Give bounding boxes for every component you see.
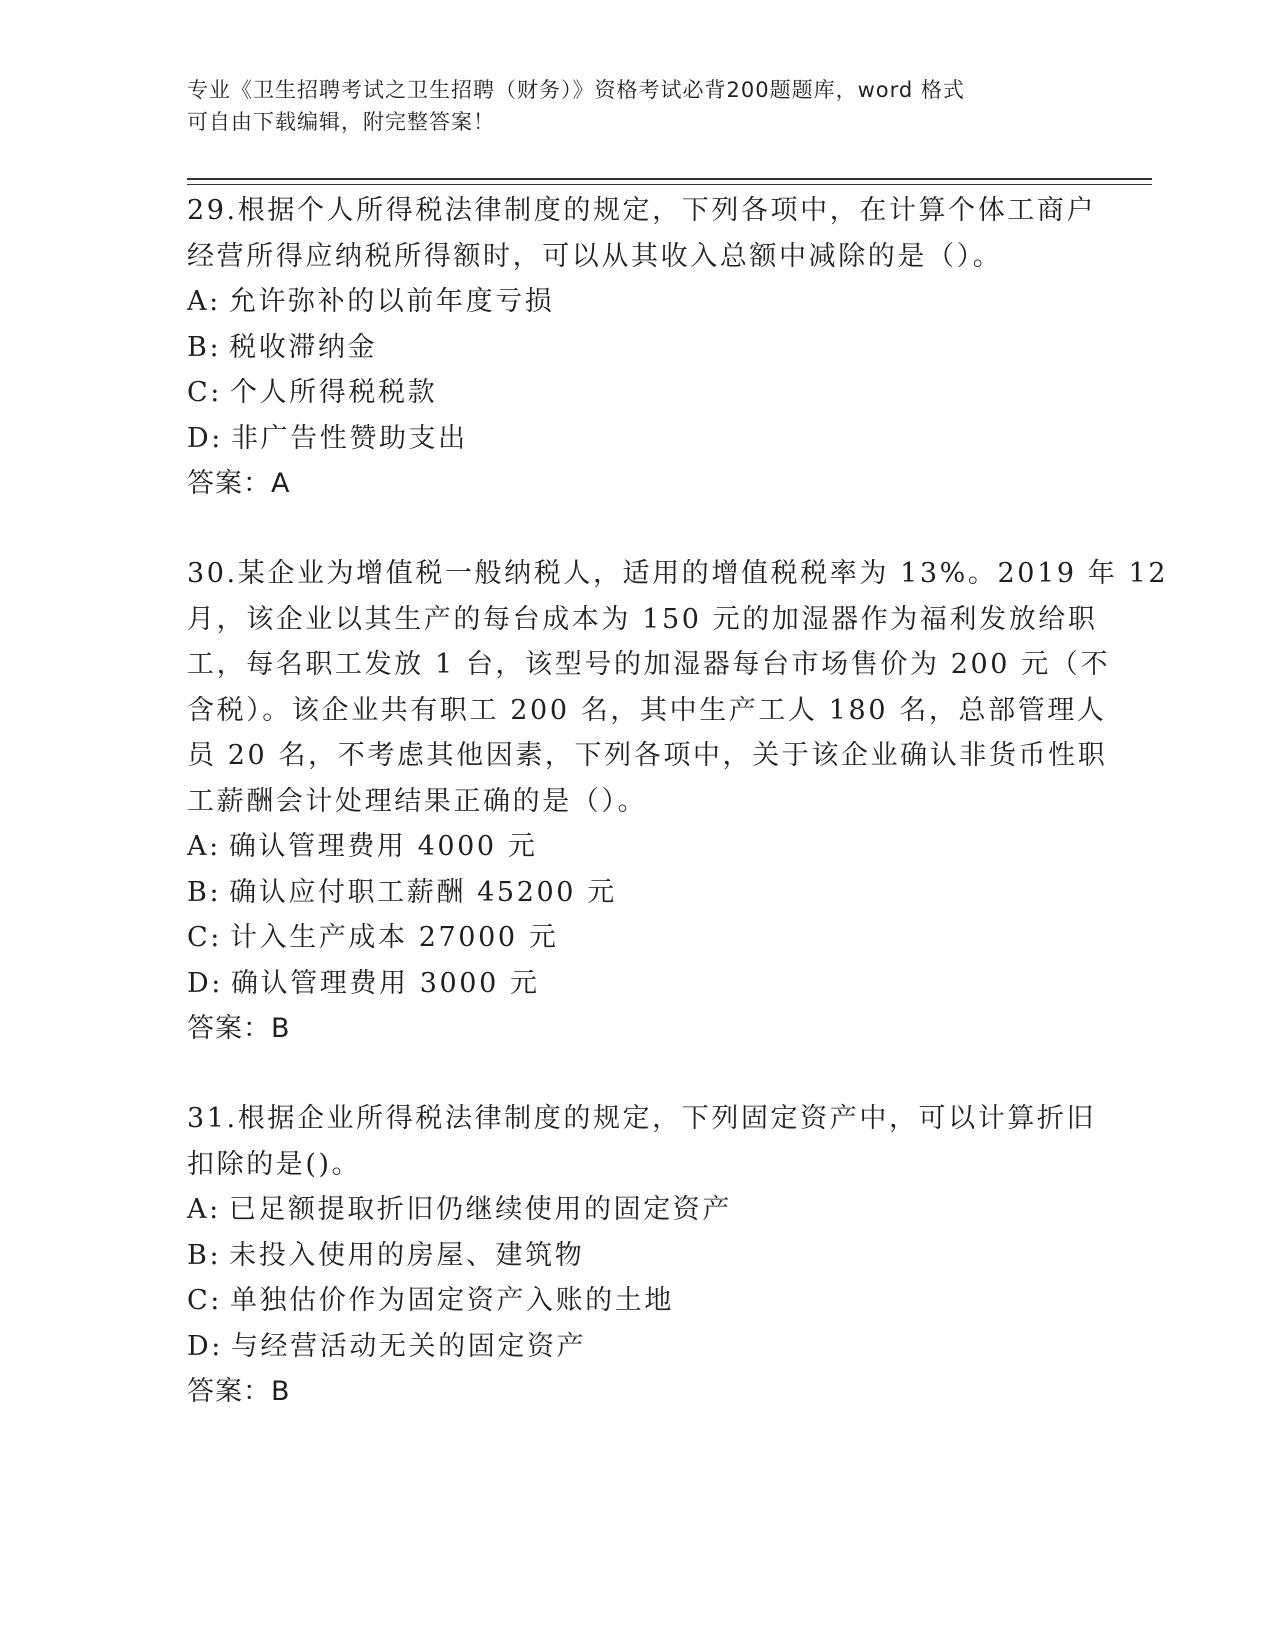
option-letter: B: [187, 331, 210, 363]
question-29: [187, 188, 1097, 506]
stem-line: 工，每名职工发放 1 台，该型号的加湿器每台市场售价为 200 元（不: [187, 649, 1111, 680]
option-text: 确认管理费用 3000 元: [230, 967, 540, 999]
option-letter: A: [187, 1194, 210, 1225]
stem-line: 29.根据个人所得税法律制度的规定，下列各项中，在计算个体工商户: [187, 195, 1097, 226]
header-divider-thick: [187, 178, 1152, 180]
option-text: 允许弥补的以前年度亏损: [228, 286, 555, 317]
option-letter: C: [187, 377, 211, 408]
option-d: D: 与经营活动无关的固定资产: [187, 1324, 1087, 1370]
stem-line: 含税）。该企业共有职工 200 名，其中生产工人 180 名，总部管理人: [187, 694, 1107, 726]
question-30: [187, 551, 1169, 1051]
option-letter: B: [187, 1239, 210, 1271]
option-c: C: 计入生产成本 27000 元: [187, 915, 1087, 961]
stem-line: 31.根据企业所得税法律制度的规定，下列固定资产中，可以计算折旧: [187, 1103, 1097, 1134]
answer-value: A: [271, 468, 291, 499]
answer-label: 答案：: [187, 1013, 271, 1044]
question-list: [187, 188, 1169, 1414]
question-31: [187, 1096, 1097, 1414]
option-b: B: 税收滞纳金: [187, 325, 1087, 371]
option-letter: C: [187, 1285, 211, 1316]
question-stem: [187, 188, 1097, 279]
option-a: A: 已足额提取折旧仍继续使用的固定资产: [187, 1187, 1087, 1233]
answer-value: B: [271, 1376, 291, 1407]
stem-line: 经营所得应纳税所得额时，可以从其收入总额中减除的是（）。: [187, 240, 1003, 272]
option-d: D: 非广告性赞助支出: [187, 416, 1087, 462]
option-text: 单独估价作为固定资产入账的土地: [229, 1285, 674, 1316]
stem-line: 扣除的是()。: [187, 1148, 362, 1180]
option-text: 已足额提取折旧仍继续使用的固定资产: [228, 1194, 733, 1225]
option-c: C: 个人所得税税款: [187, 370, 1087, 416]
option-a: A: 确认管理费用 4000 元: [187, 824, 1087, 870]
answer-line: [187, 461, 1087, 506]
stem-line: 工薪酬会计处理结果正确的是（）。: [187, 785, 648, 817]
option-b: B: 未投入使用的房屋、建筑物: [187, 1233, 1087, 1279]
option-text: 个人所得税税款: [229, 377, 438, 408]
option-text: 计入生产成本 27000 元: [229, 922, 559, 953]
option-b: B: 确认应付职工薪酬 45200 元: [187, 870, 1087, 916]
stem-line: 30.某企业为增值税一般纳税人，适用的增值税税率为 13%。2019 年 12: [187, 558, 1169, 589]
option-letter: A: [187, 286, 210, 317]
stem-line: 月，该企业以其生产的每台成本为 150 元的加湿器作为福利发放给职: [187, 603, 1098, 635]
option-letter: A: [187, 831, 210, 862]
header-divider-thin: [187, 184, 1152, 185]
option-letter: B: [187, 876, 210, 908]
option-text: 税收滞纳金: [229, 331, 378, 363]
answer-line: [187, 1369, 1087, 1414]
option-letter: D: [187, 1330, 212, 1362]
answer-label: 答案：: [187, 468, 271, 499]
option-c: C: 单独估价作为固定资产入账的土地: [187, 1278, 1087, 1324]
option-text: 确认管理费用 4000 元: [228, 831, 538, 862]
document-header: [187, 74, 1067, 138]
option-text: 确认应付职工薪酬 45200 元: [229, 876, 617, 908]
question-stem: [187, 1096, 1097, 1187]
option-letter: C: [187, 922, 211, 953]
answer-line: [187, 1006, 1087, 1051]
answer-value: B: [271, 1013, 291, 1044]
option-d: D: 确认管理费用 3000 元: [187, 961, 1087, 1007]
stem-line: 员 20 名，不考虑其他因素，下列各项中，关于该企业确认非货币性职: [187, 740, 1108, 771]
header-line-1: 专业《卫生招聘考试之卫生招聘（财务）》资格考试必背200题题库，word 格式: [187, 78, 965, 102]
option-a: A: 允许弥补的以前年度亏损: [187, 279, 1087, 325]
option-letter: D: [187, 967, 212, 999]
answer-label: 答案：: [187, 1376, 271, 1407]
option-text: 与经营活动无关的固定资产: [230, 1330, 587, 1362]
option-text: 未投入使用的房屋、建筑物: [229, 1239, 585, 1271]
question-stem: [187, 551, 1169, 824]
header-line-2: 可自由下载编辑，附完整答案！: [187, 110, 495, 134]
option-text: 非广告性赞助支出: [230, 422, 468, 454]
option-letter: D: [187, 422, 212, 454]
